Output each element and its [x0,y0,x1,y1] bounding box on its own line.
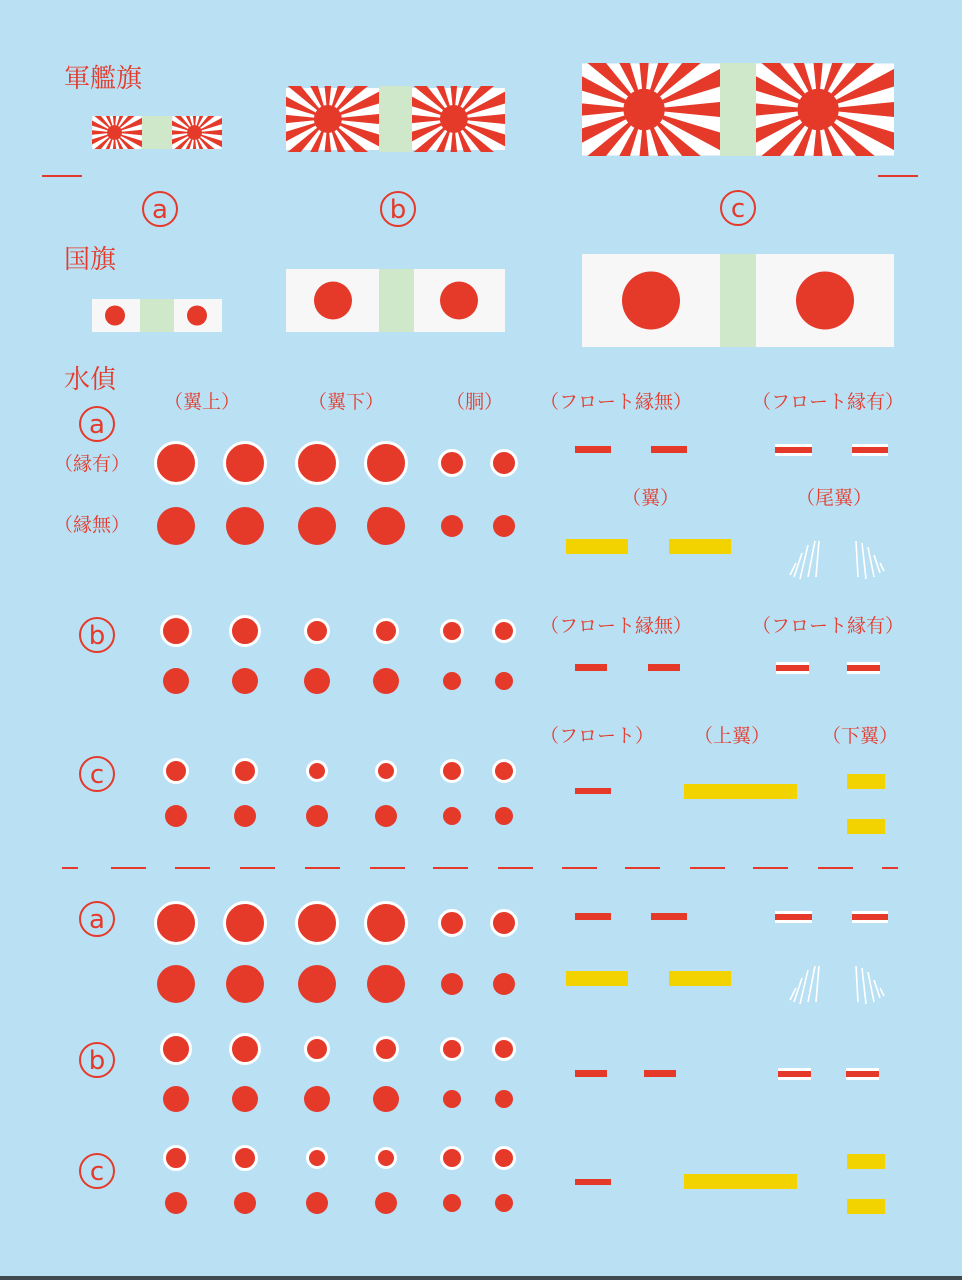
hinomaru-bordered [364,441,408,485]
hinomaru [306,805,328,827]
hinomaru [495,807,513,825]
hinomaru [367,507,405,545]
float-stripe [575,1070,607,1077]
cut-line [818,867,853,869]
hinomaru-bordered [163,1145,189,1171]
size-marker-c: c [79,756,115,792]
tail-stripes [782,962,892,1006]
hinomaru [304,668,330,694]
wing-leading-edge-stripe [847,1154,885,1169]
size-marker-a: a [79,901,115,937]
cut-line [562,867,597,869]
national-flag-pair-a [92,299,222,332]
float-stripe [575,788,611,794]
hinomaru-bordered [295,441,339,485]
float-stripe [575,664,607,671]
hinomaru [443,1194,461,1212]
hinomaru [493,515,515,537]
naval-ensign-pair-a [92,116,222,149]
hinomaru [304,1086,330,1112]
hinomaru-bordered [440,1146,464,1170]
cut-line [690,867,725,869]
cut-line [753,867,788,869]
cut-line [433,867,468,869]
hinomaru-bordered [306,1147,328,1169]
hinomaru [375,805,397,827]
hinomaru [373,1086,399,1112]
hinomaru-bordered [438,449,466,477]
naval-ensign-pair-b [286,86,505,152]
float-stripe-bordered [775,444,812,456]
hinomaru-bordered [154,441,198,485]
hinomaru [163,1086,189,1112]
float-stripe [644,1070,676,1077]
cut-line [498,867,533,869]
size-marker-b: b [79,617,115,653]
wing-leading-edge-stripe [684,1174,797,1189]
label-float: （フロート） [540,725,655,747]
hinomaru [298,507,336,545]
cut-line [878,175,918,177]
section-title-naval-ensign: 軍艦旗 [64,64,143,94]
section-title-floatplane: 水偵 [64,365,117,395]
hinomaru [495,672,513,690]
hinomaru [367,965,405,1003]
hinomaru-bordered [492,759,516,783]
hinomaru [234,1192,256,1214]
cut-line [42,175,82,177]
label-fuselage: （胴） [446,391,504,413]
hinomaru-bordered [375,1147,397,1169]
cut-line [625,867,660,869]
hinomaru-bordered [223,441,267,485]
hinomaru-bordered [440,619,464,643]
label-lower-wing: （下翼） [822,725,899,747]
hinomaru-bordered [229,1033,261,1065]
hinomaru-bordered [492,619,516,643]
float-stripe-bordered [852,444,888,456]
label-wing-top: （翼上） [164,391,241,413]
wing-leading-edge-stripe [566,539,628,554]
label-upper-wing: （上翼） [694,725,771,747]
label-float-without-border: （フロート縁無） [540,391,693,413]
float-stripe [575,446,611,453]
hinomaru-bordered [440,1037,464,1061]
float-stripe-bordered [846,1068,879,1080]
hinomaru [443,672,461,690]
hinomaru [234,805,256,827]
hinomaru [375,1192,397,1214]
hinomaru [495,1090,513,1108]
hinomaru [443,1090,461,1108]
wing-leading-edge-stripe [684,784,797,799]
hinomaru [493,973,515,995]
hinomaru [232,668,258,694]
sheet-edge [0,1276,962,1280]
wing-leading-edge-stripe [669,539,731,554]
label-without-border: （縁無） [54,514,131,536]
hinomaru-bordered [490,449,518,477]
hinomaru-bordered [295,901,339,945]
hinomaru [443,807,461,825]
section-title-national-flag: 国旗 [64,245,117,275]
float-stripe [575,1179,611,1185]
hinomaru-bordered [160,615,192,647]
hinomaru-bordered [373,1036,399,1062]
hinomaru [373,668,399,694]
cut-line [882,867,898,869]
label-tail: （尾翼） [796,487,873,509]
float-stripe [651,446,687,453]
hinomaru-bordered [364,901,408,945]
cut-line [305,867,340,869]
float-stripe [575,913,611,920]
size-marker-c: c [79,1153,115,1189]
naval-ensign-pair-c [582,63,894,156]
hinomaru-bordered [229,615,261,647]
hinomaru-bordered [306,760,328,782]
float-stripe [651,913,687,920]
size-marker-b: b [380,191,416,227]
hinomaru [298,965,336,1003]
hinomaru-bordered [373,618,399,644]
hinomaru [157,965,195,1003]
label-wing-bottom: （翼下） [308,391,385,413]
hinomaru-bordered [232,758,258,784]
hinomaru [441,973,463,995]
size-marker-a: a [79,406,115,442]
hinomaru-bordered [304,1036,330,1062]
hinomaru-bordered [492,1037,516,1061]
tail-stripes [782,537,892,581]
label-wing: （翼） [622,487,680,509]
hinomaru-bordered [163,758,189,784]
size-marker-a: a [142,191,178,227]
hinomaru-bordered [375,760,397,782]
size-marker-c: c [720,190,756,226]
label-float-without-border: （フロート縁無） [540,615,693,637]
hinomaru-bordered [223,901,267,945]
float-stripe-bordered [778,1068,811,1080]
hinomaru-bordered [440,759,464,783]
float-stripe-bordered [776,662,809,674]
hinomaru-bordered [492,1146,516,1170]
label-float-with-border: （フロート縁有） [752,391,905,413]
wing-leading-edge-stripe [847,774,885,789]
national-flag-pair-b [286,269,505,332]
wing-leading-edge-stripe [669,971,731,986]
float-stripe-bordered [847,662,880,674]
wing-leading-edge-stripe [847,1199,885,1214]
hinomaru [226,965,264,1003]
hinomaru [495,1194,513,1212]
hinomaru [306,1192,328,1214]
hinomaru [226,507,264,545]
hinomaru [165,805,187,827]
float-stripe [648,664,680,671]
cut-line [62,867,78,869]
hinomaru-bordered [490,909,518,937]
label-float-with-border: （フロート縁有） [752,615,905,637]
wing-leading-edge-stripe [847,819,885,834]
float-stripe-bordered [775,911,812,923]
hinomaru-bordered [232,1145,258,1171]
cut-line [111,867,146,869]
national-flag-pair-c [582,254,894,347]
label-with-border: （縁有） [54,453,131,475]
float-stripe-bordered [852,911,888,923]
hinomaru-bordered [438,909,466,937]
hinomaru-bordered [160,1033,192,1065]
wing-leading-edge-stripe [566,971,628,986]
hinomaru [157,507,195,545]
cut-line [240,867,275,869]
hinomaru [441,515,463,537]
cut-line [175,867,210,869]
size-marker-b: b [79,1042,115,1078]
hinomaru [163,668,189,694]
hinomaru [232,1086,258,1112]
hinomaru [165,1192,187,1214]
cut-line [370,867,405,869]
hinomaru-bordered [154,901,198,945]
hinomaru-bordered [304,618,330,644]
